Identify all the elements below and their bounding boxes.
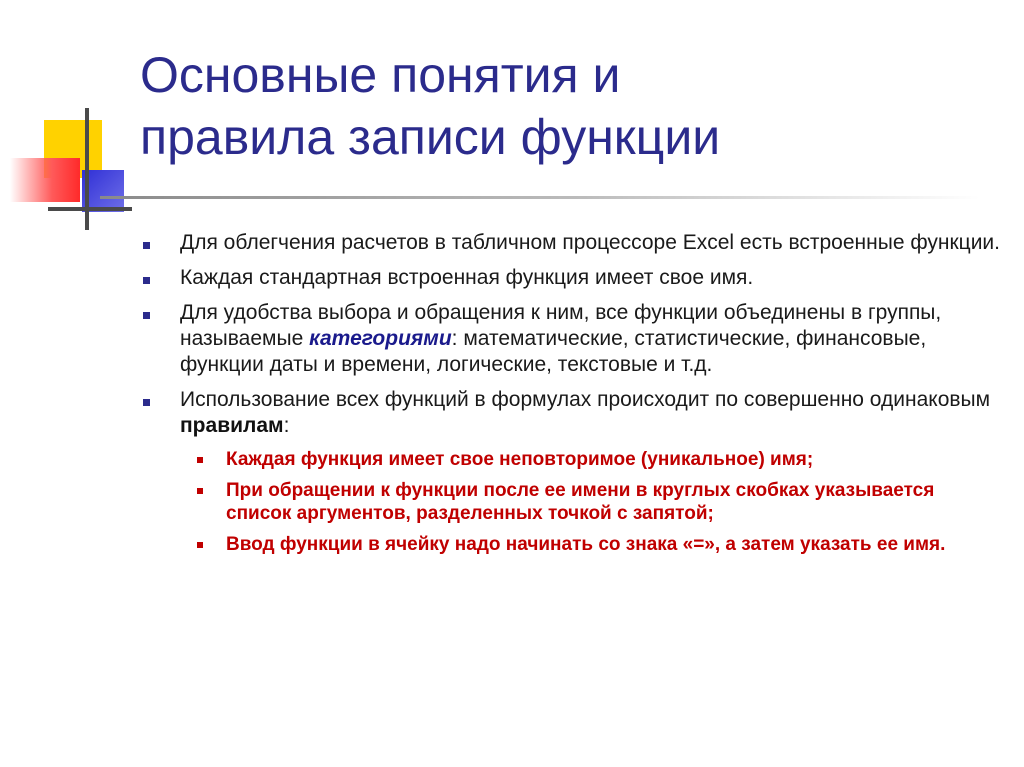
bullet-text-after: : математические, статистические, финансовые, функции даты и времени, логические, текстовые и т.д. [180, 327, 927, 376]
rule-item-2 [196, 479, 1000, 525]
rule-text: Ввод функции в ячейку надо начинать со знака «=», а затем указать ее имя. [226, 534, 946, 555]
categories-emphasis: категориями [309, 327, 452, 350]
slide-content [140, 230, 1000, 564]
bullet-text: Каждая стандартная встроенная функция имеет свое имя. [180, 266, 754, 289]
rule-text: Каждая функция имеет свое неповторимое (уникальное) имя; [226, 449, 814, 470]
bullet-item-4 [140, 387, 1000, 439]
decor-horizontal-line [48, 207, 132, 211]
title-divider [100, 196, 980, 199]
bullet-item-3 [140, 300, 1000, 378]
bullet-text: Для облегчения расчетов в табличном процессоре Excel есть встроенные функции. [180, 231, 1000, 254]
slide-title [140, 44, 1000, 168]
decor-red-gradient [10, 158, 80, 202]
title-line-1: Основные понятия и [140, 47, 621, 103]
rule-text: При обращении к функции после ее имени в круглых скобках указывается список аргументов, разделенных точкой с запятой; [226, 480, 935, 524]
rules-emphasis: правилам [180, 414, 284, 437]
bullet-text-before: Для удобства выбора и обращения к ним, все функции объединены в группы, называемые [180, 301, 942, 350]
rule-item-3 [196, 533, 1000, 556]
rule-item-1 [196, 448, 1000, 471]
title-line-2: правила записи функции [140, 109, 721, 165]
bullet-item-1 [140, 230, 1000, 256]
decor-vertical-line [85, 108, 89, 230]
bullet-text-after: : [283, 414, 290, 437]
bullet-item-2 [140, 265, 1000, 291]
bullet-text-before: Использование всех функций в формулах происходит по совершенно одинаковым [180, 388, 991, 411]
